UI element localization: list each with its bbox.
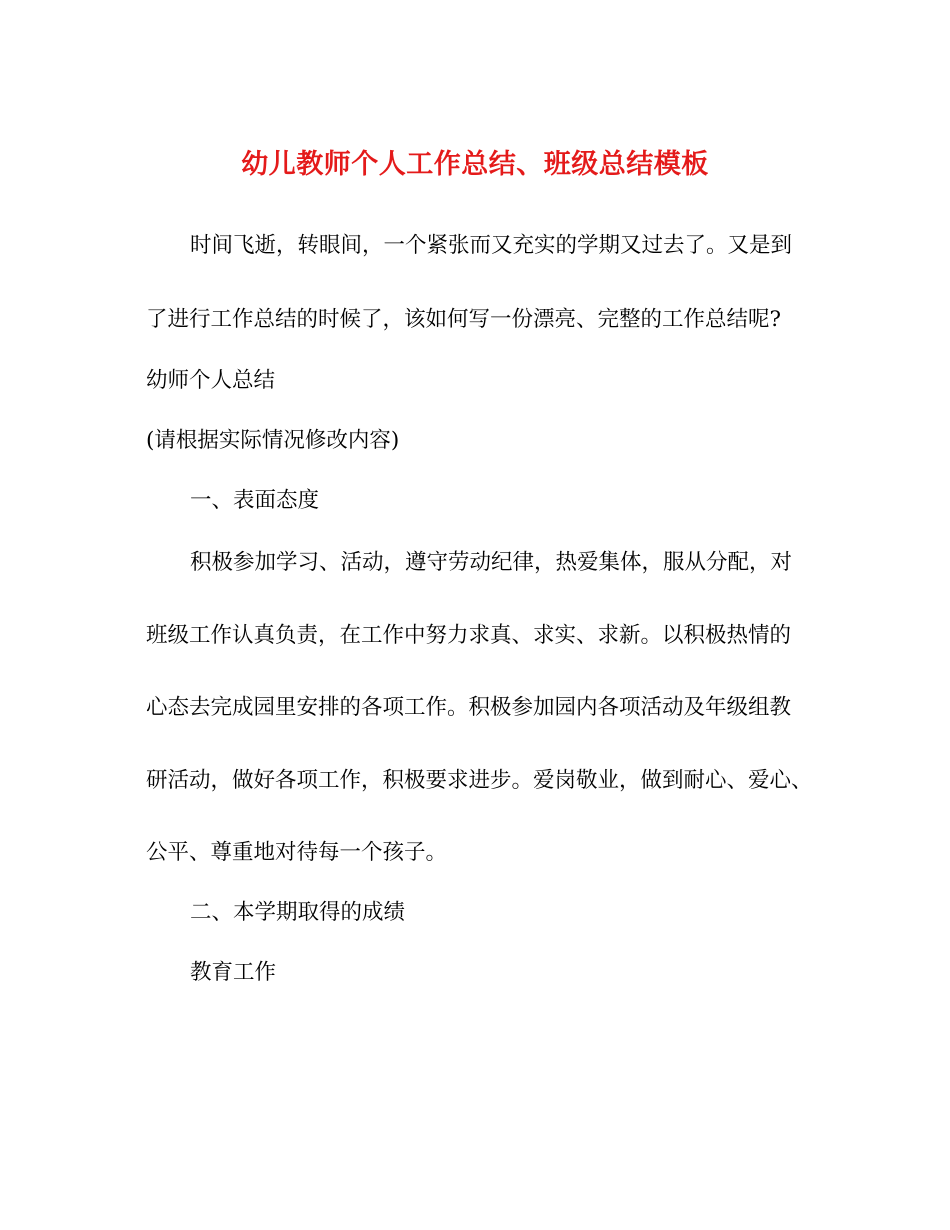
paragraph-line: 心态去完成园里安排的各项工作。积极参加园内各项活动及年级组教 <box>146 695 792 720</box>
subsection-heading: 教育工作 <box>190 960 277 985</box>
paragraph-line: 时间飞逝，转眼间，一个紧张而又充实的学期又过去了。又是到 <box>190 233 793 258</box>
paragraph-line: 研活动，做好各项工作，积极要求进步。爱岗敬业，做到耐心、爱心、 <box>146 768 813 793</box>
section-heading: 一、表面态度 <box>190 488 320 513</box>
paragraph-line: 班级工作认真负责，在工作中努力求真、求实、求新。以积极热情的 <box>146 623 792 648</box>
paragraph-line: 公平、尊重地对待每一个孩子。 <box>146 840 448 865</box>
section-heading: 二、本学期取得的成绩 <box>190 900 406 925</box>
paragraph-line: 积极参加学习、活动，遵守劳动纪律，热爱集体，服从分配，对 <box>190 550 793 575</box>
section-heading: 幼师个人总结 <box>146 368 276 393</box>
note-line: (请根据实际情况修改内容) <box>146 428 400 453</box>
paragraph-line: 了进行工作总结的时候了，该如何写一份漂亮、完整的工作总结呢? <box>146 307 782 332</box>
document-title: 幼儿教师个人工作总结、班级总结模板 <box>241 149 709 180</box>
